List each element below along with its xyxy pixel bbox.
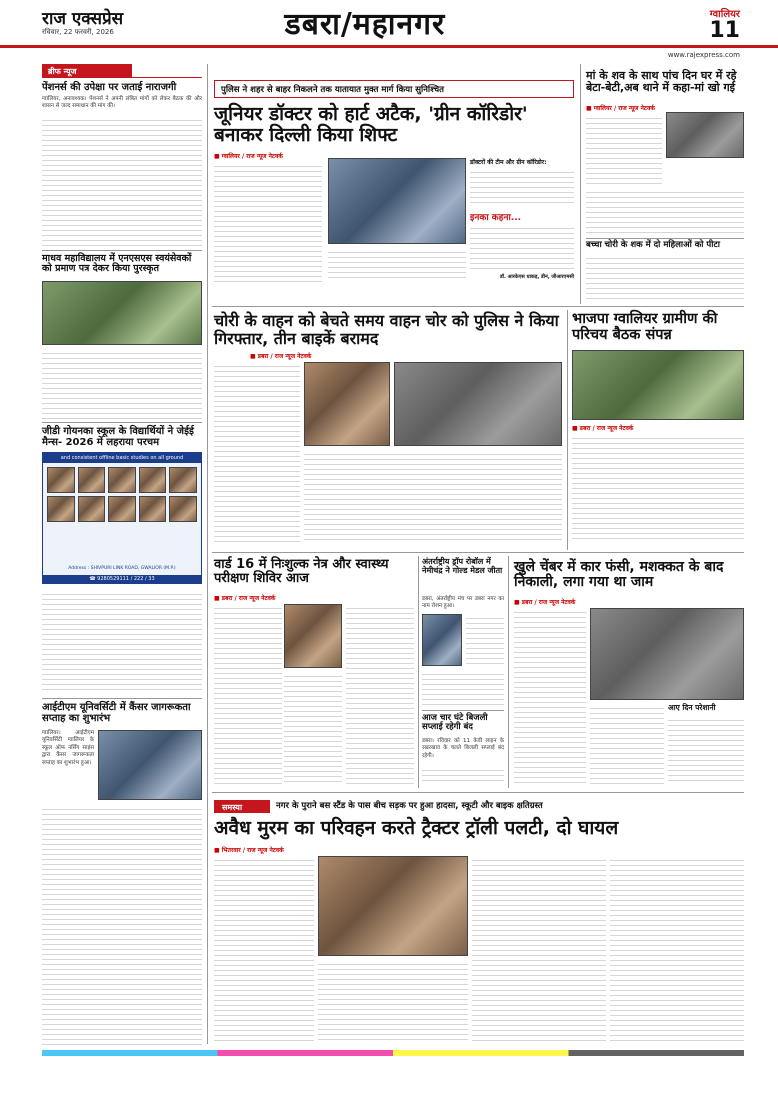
text-column: [42, 805, 202, 1045]
jee-ad-photo-grid: [43, 463, 201, 526]
bottom-byline: ■ भितरवार / राज न्यूज नेटवर्क: [214, 847, 284, 854]
website-link[interactable]: www.rajexpress.com: [667, 51, 740, 59]
text-column: [42, 590, 202, 694]
sidebar-headline-itm: आईटीएम यूनिवर्सिटी में कैंसर जागरूकता सप्ताह का शुभारंभ: [42, 702, 191, 724]
text-column: [586, 114, 662, 184]
text-column: [586, 254, 744, 302]
text-column: [214, 362, 300, 542]
power-text: डबरा। रविवार को 11 केवी लाइन के रखरखाव के चलते बिजली सप्लाई बंद रहेगी।: [422, 738, 504, 759]
meeting-photo: [572, 350, 744, 420]
text-column: [214, 856, 314, 1044]
jee-ad-box: [42, 452, 202, 584]
ambulance-photo: [328, 158, 466, 244]
car-photo: [590, 608, 744, 700]
car-headline: खुले चेंबर में कार फंसी, मशक्कत के बाद निकाली, लगा गया था जाम: [514, 559, 724, 591]
text-column: [610, 856, 744, 1044]
text-column: [328, 248, 466, 282]
jee-ad-address: Address : SHIVPURI LINK ROAD, GWALIOR (M.P.): [68, 566, 176, 571]
right-top-subheadline: बच्चा चोरी के शक में दो महिलाओं को पीटा: [586, 240, 720, 250]
nss-photo: [42, 281, 202, 345]
paper-name: राज एक्सप्रेस: [42, 9, 124, 29]
sidebar-headline-nss: माधव महाविद्यालय में एनएसएस स्वयंसेवकों को प्रमाण पत्र देकर किया पुरस्कृत: [42, 253, 192, 275]
bjp-byline: ■ डबरा / राज न्यूज नेटवर्क: [572, 425, 634, 432]
text-column: [42, 349, 202, 419]
medal-winner-photo: [422, 614, 462, 666]
text-column: [466, 614, 504, 666]
right-top-byline: ■ ग्वालियर / राज न्यूज नेटवर्क: [586, 105, 655, 112]
tractor-photo: [318, 856, 468, 956]
text-column: [470, 224, 574, 270]
text-column: [42, 116, 202, 246]
text-column: [346, 604, 414, 784]
text-column: [514, 608, 586, 784]
bjp-headline: भाजपा ग्वालियर ग्रामीण की परिचय बैठक संपन्न: [572, 311, 718, 343]
text-column: [304, 450, 562, 542]
lead-kicker: पुलिस ने शहर से बाहर निकलने तक यातायात मुक्त मार्ग किया सुनिश्चित: [214, 80, 574, 98]
page-title: डबरा/महानगर: [284, 7, 446, 42]
bikes-photo: [394, 362, 562, 446]
house-photo: [666, 112, 744, 158]
bottom-tag: समस्या: [214, 800, 270, 813]
sidebar-text-itm: ग्वालियर। आईटीएम यूनिवर्सिटी ग्वालियर के स्कूल ऑफ नर्सिंग साइंस द्वारा कैंसर जागरूकता सप्ताह का शुभारंभ हुआ।: [42, 730, 94, 766]
sidebar-headline-pensioners: पेंशनर्स की उपेक्षा पर जताई नाराजगी: [42, 82, 177, 93]
registration-strip: [42, 1050, 744, 1056]
jee-ad-phone: ☎ 9280529111 / 222 / 33: [43, 575, 201, 583]
robot-headline: अंतर्राष्ट्रीय ड्रॉप रोबॉल में नेमीचंद्र ने गोल्ड मेडल जीता: [422, 557, 503, 575]
doctor-photo: [284, 604, 342, 668]
robot-text: डबरा, अंतर्राष्ट्रीय मंच पर डबरा नगर का नाम रोशन हुआ।: [422, 596, 504, 610]
city-label: ग्वालियर: [709, 9, 740, 20]
text-column: [318, 960, 468, 1044]
car-subheadline: आए दिन परेशानी: [668, 703, 716, 712]
text-column: [668, 716, 744, 784]
text-column: [422, 670, 504, 706]
text-column: [214, 162, 322, 282]
lead-sub-byline: डॉक्टरों की टीम और ग्रीन कॉरिडोर:: [470, 159, 547, 166]
thief-byline: ■ डबरा / राज न्यूज नेटवर्क: [250, 353, 312, 360]
text-column: [214, 604, 282, 784]
text-column: [284, 672, 342, 784]
lead-headline: जूनियर डॉक्टर को हार्ट अटैक, 'ग्रीन कॉरिडोर' बनाकर दिल्ली किया शिफ्ट: [214, 103, 528, 146]
text-column: [422, 766, 504, 784]
text-column: [572, 434, 744, 542]
edition-date: रविवार, 22 फरवरी, 2026: [42, 28, 114, 36]
text-column: [470, 168, 574, 206]
car-byline: ■ डबरा / राज न्यूज नेटवर्क: [514, 599, 576, 606]
jee-ad-tagline: and consistent offline basic studies on all ground: [43, 453, 201, 463]
sidebar-text-pensioners: ग्वालियर, अनावश्यक। पेंशनर्स ने अपनी लंबित मांगों को लेकर बैठक की और शासन से जल्द समाधान की मांग की।: [42, 96, 202, 110]
sidebar-headline-jee: जीडी गोयनका स्कूल के विद्यार्थियों ने जेईई मैन्स- 2026 में लहराया परचम: [42, 426, 194, 448]
bottom-headline: अवैध मुरम का परिवहन करते ट्रैक्टर ट्रॉली पलटी, दो घायल: [214, 817, 619, 839]
camp-headline: वार्ड 16 में निःशुल्क नेत्र और स्वास्थ्य परीक्षण शिविर आज: [214, 557, 389, 587]
thief-headline: चोरी के वाहन को बेचते समय वाहन चोर को पुलिस ने किया गिरफ्तार, तीन बाइकें बरामद: [214, 311, 559, 348]
lead-byline: ■ ग्वालियर / राज न्यूज नेटवर्क: [214, 153, 283, 160]
right-top-headline: मां के शव के साथ पांच दिन घर में रहे बेटा-बेटी,अब थाने में कहा-मां खो गई: [586, 69, 737, 95]
camp-byline: ■ डबरा / राज न्यूज नेटवर्क: [214, 595, 276, 602]
page-number: 11: [709, 18, 740, 43]
itm-photo: [98, 730, 202, 800]
bottom-kicker: नगर के पुराने बस स्टैंड के पास बीच सड़क पर हुआ हादसा, स्कूटी और बाइक क्षतिग्रस्त: [276, 801, 543, 811]
text-column: [586, 188, 744, 236]
accused-photo: [304, 362, 390, 446]
power-headline: आज चार घंटे बिजली सप्लाई रहेगी बंद: [422, 713, 488, 733]
text-column: [472, 856, 606, 1044]
text-column: [590, 704, 664, 784]
brief-news-label: ब्रीफ न्यूज: [42, 64, 132, 77]
quote-signature: डॉ. आरकेएस धाकड़, डीन, जीआरएमसी: [500, 274, 574, 280]
quote-heading: इनका कहना...: [470, 213, 522, 223]
